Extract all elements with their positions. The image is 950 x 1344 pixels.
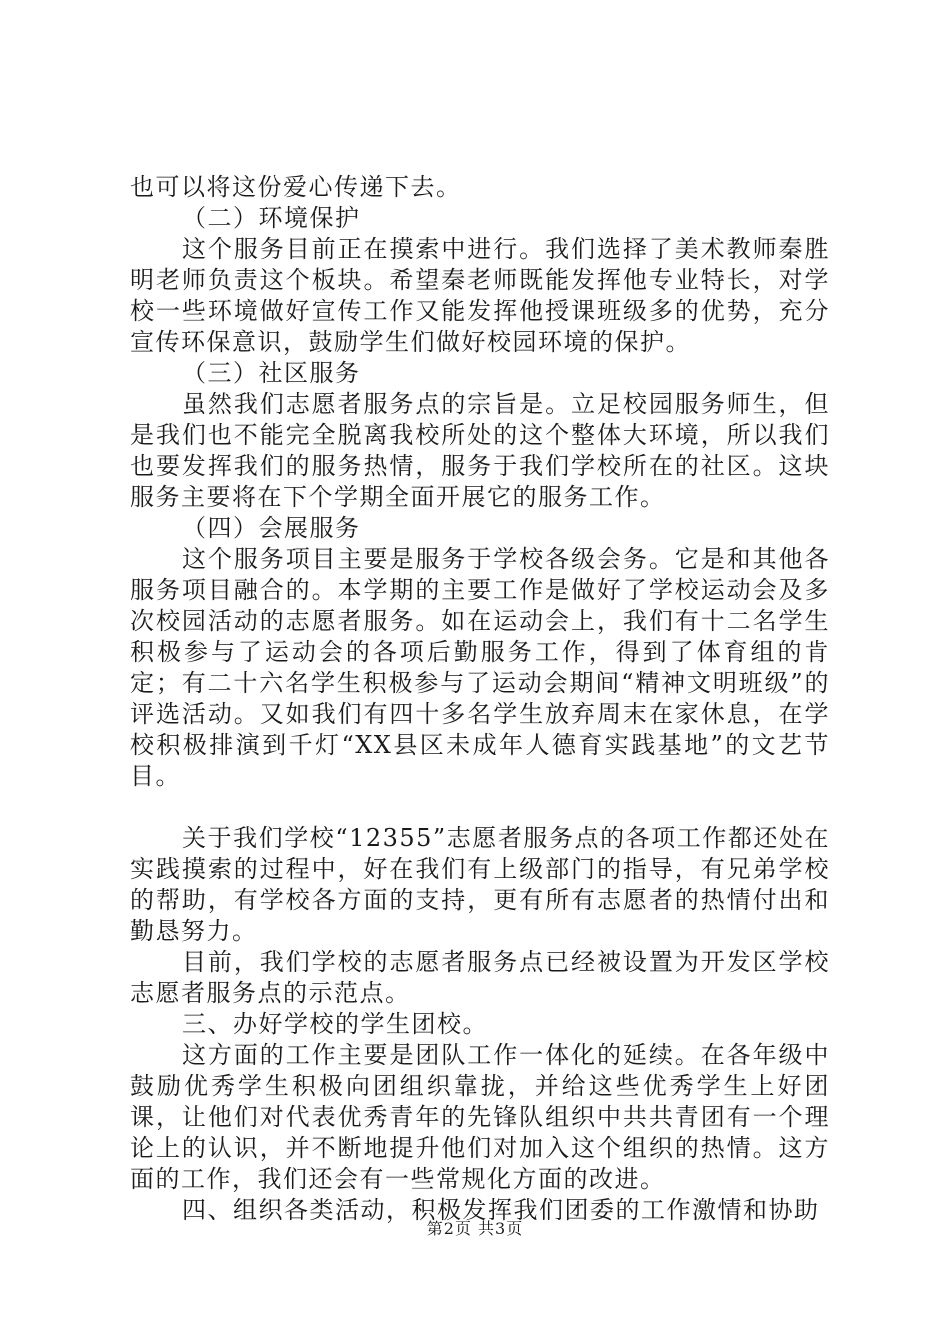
section-heading: （三）社区服务 — [182, 359, 361, 387]
document-body — [130, 172, 830, 1226]
paragraph: 也可以将这份爱心传递下去。 — [130, 173, 462, 201]
paragraph: 关于我们学校“12355”志愿者服务点的各项工作都还处在实践摸索的过程中，好在我们有上级部门的指导，有兄弟学校的帮助，有学校各方面的支持，更有所有志愿者的热情付出和勤恳努力。 — [130, 824, 830, 945]
paragraph: 这个服务项目主要是服务于学校各级会务。它是和其他各服务项目融合的。本学期的主要工作是做好了学校运动会及多次校园活动的志愿者服务。如在运动会上，我们有十二名学生积极参与了运动会的各项后勤服务工作，得到了体育组的肯定；有二十六名学生积极参与了运动会期间“精神文明班级”的评选活动。又如我们有四十多名学生放弃周末在家休息，在学校积极排演到千灯“XX县区未成年人德育实践基地”的文艺节目。 — [130, 545, 830, 790]
paragraph: 目前，我们学校的志愿者服务点已经被设置为开发区学校志愿者服务点的示范点。 — [130, 948, 830, 1007]
paragraph: 这方面的工作主要是团队工作一体化的延续。在各年级中鼓励优秀学生积极向团组织靠拢，并给这些优秀学生上好团课，让他们对代表优秀青年的先锋队组织中共共青团有一个理论上的认识，并不断地提升他们对加入这个组织的热情。这方面的工作，我们还会有一些常规化方面的改进。 — [130, 1041, 830, 1193]
section-heading: （四）会展服务 — [182, 514, 361, 542]
section-heading: 四、组织各类活动，积极发挥我们团委的工作激情和协助 — [182, 1196, 820, 1224]
page-number-footer: 第2页 共3页 — [426, 1219, 524, 1238]
paragraph: 这个服务目前正在摸索中进行。我们选择了美术教师秦胜明老师负责这个板块。希望秦老师既能发挥他专业特长，对学校一些环境做好宣传工作又能发挥他授课班级多的优势，充分宣传环保意识，鼓励学生们做好校园环境的保护。 — [130, 235, 830, 356]
section-heading: （二）环境保护 — [182, 204, 361, 232]
section-heading: 三、办好学校的学生团校。 — [182, 1010, 488, 1038]
paragraph: 虽然我们志愿者服务点的宗旨是。立足校园服务师生，但是我们也不能完全脱离我校所处的这个整体大环境，所以我们也要发挥我们的服务热情，服务于我们学校所在的社区。这块服务主要将在下个学期全面开展它的服务工作。 — [130, 390, 830, 511]
